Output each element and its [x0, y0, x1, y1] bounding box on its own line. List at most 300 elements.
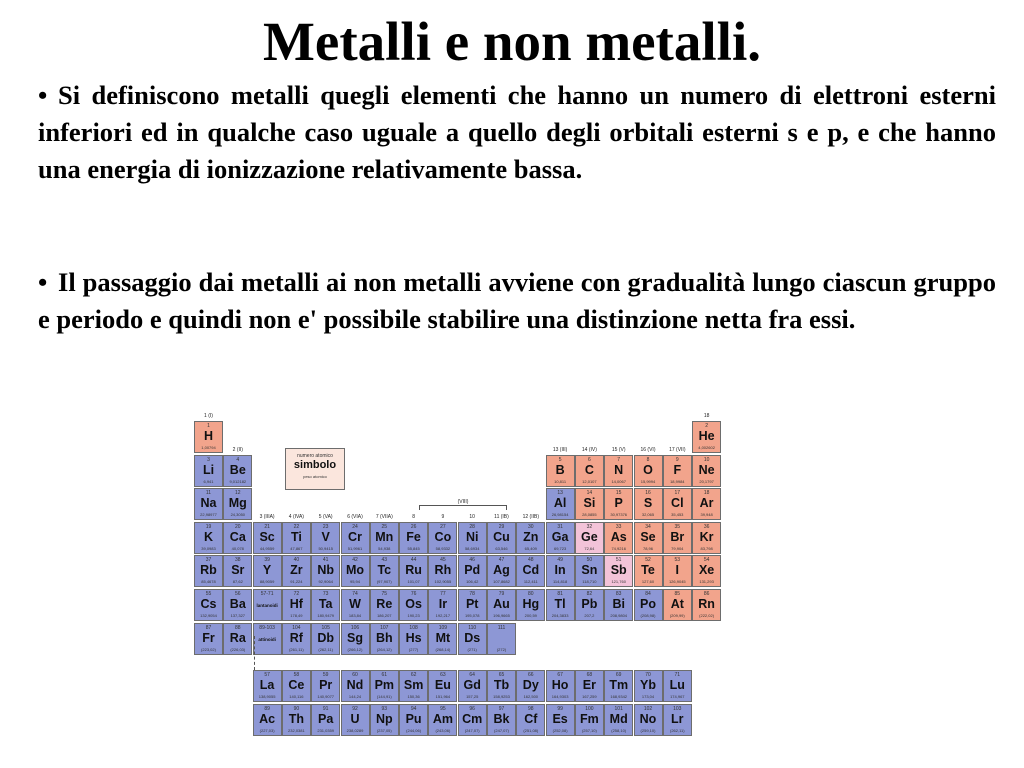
element-symbol: P: [614, 496, 623, 511]
element-symbol: Ag: [493, 563, 510, 578]
paragraph-text: Si definiscono metalli quegli elementi che hanno un numero di elettroni esterni inferiori ed in qualche caso uguale a quello degli orbitali esterni s e p, e che hanno una energia di ionizzazione relativamente bassa.: [38, 80, 996, 184]
atomic-number: 6: [588, 456, 591, 463]
atomic-number: 85: [674, 591, 681, 597]
element-symbol: Pd: [464, 563, 481, 578]
group-label-4: 4 (IVA): [288, 513, 304, 520]
element-symbol: Tb: [493, 678, 510, 692]
atomic-number: 76: [410, 591, 417, 597]
legend-symbol-label: simbolo: [293, 459, 337, 471]
atomic-weight: 4,002602: [698, 445, 715, 450]
atomic-weight: (226,03): [230, 646, 246, 652]
element-symbol: Er: [582, 678, 596, 692]
element-symbol: Br: [670, 529, 685, 544]
element-cell-ar: [692, 488, 721, 520]
atomic-weight: 151,964: [435, 694, 451, 699]
element-cell-nd: [341, 670, 370, 702]
element-symbol: Te: [641, 563, 655, 578]
atomic-number: 83: [615, 591, 622, 597]
group-label-15: 15 (V): [611, 446, 626, 453]
atomic-weight: 167,259: [582, 694, 597, 699]
element-symbol: Xe: [698, 563, 715, 578]
atomic-number: 35: [674, 523, 681, 530]
element-cell-li: [194, 455, 223, 487]
atomic-weight: 140,116: [289, 694, 304, 699]
atomic-number: 21: [264, 523, 270, 530]
element-symbol: Nd: [346, 678, 364, 692]
element-cell-au: [487, 589, 516, 621]
element-symbol: Ti: [290, 529, 302, 544]
element-symbol: F: [673, 462, 682, 477]
atomic-weight: 32,065: [641, 512, 655, 518]
atomic-number: 87: [205, 624, 212, 631]
element-symbol: Se: [640, 529, 656, 544]
element-cell-pr: [311, 670, 340, 702]
atomic-number: 72: [293, 591, 300, 597]
element-symbol: Tm: [609, 678, 629, 692]
element-cell-cr: [341, 522, 370, 554]
element-cell-lr: [663, 704, 692, 736]
element-symbol: Hg: [522, 597, 540, 611]
atomic-number: 10: [703, 456, 710, 463]
atomic-number: 7: [617, 456, 621, 463]
atomic-weight: 132,9054: [200, 613, 217, 618]
atomic-number: 97: [498, 705, 505, 712]
atomic-number: 68: [586, 672, 593, 678]
atomic-number: 36: [703, 523, 710, 530]
element-cell-ho: [546, 670, 575, 702]
element-cell-i: [663, 555, 692, 587]
atomic-weight: (258,10): [611, 727, 627, 733]
atomic-weight: 138,9055: [258, 694, 276, 699]
group-label-5: 5 (VA): [318, 513, 333, 520]
element-cell-bi: [604, 589, 633, 621]
atomic-number: 45: [440, 557, 446, 564]
element-cell-rh: [428, 555, 457, 587]
atomic-weight: 106,42: [466, 579, 479, 585]
element-symbol: Y: [262, 563, 272, 578]
element-cell-u: [341, 704, 370, 736]
element-cell-mt: [428, 623, 457, 655]
group-viii-bracket: [419, 499, 507, 513]
atomic-number: 64: [469, 672, 475, 678]
element-cell-ru: [399, 555, 428, 587]
element-cell-bh: [370, 623, 399, 655]
atomic-number: 57: [264, 672, 270, 678]
atomic-number: 37: [205, 557, 212, 564]
element-symbol: Eu: [434, 678, 451, 692]
element-symbol: He: [698, 429, 715, 443]
element-symbol: Li: [202, 462, 215, 477]
element-cell-hs: [399, 623, 428, 655]
element-cell-pb: [575, 589, 604, 621]
element-symbol: Rh: [434, 563, 452, 578]
atomic-weight: 51,9961: [347, 545, 363, 551]
atomic-number: 31: [557, 523, 563, 530]
atomic-number: 29: [498, 523, 505, 530]
atomic-number: 78: [469, 591, 475, 597]
atomic-weight: 162,500: [523, 694, 539, 699]
element-cell-k: [194, 522, 223, 554]
atomic-weight: (144,91): [376, 694, 392, 699]
element-symbol: C: [584, 462, 594, 477]
atomic-weight: 102,9055: [434, 579, 452, 585]
atomic-number: 73: [322, 591, 329, 597]
atomic-weight: 180,9479: [317, 613, 335, 618]
element-cell-ge: [575, 522, 604, 554]
bullet-icon: •: [38, 80, 48, 110]
element-cell-nb: [311, 555, 340, 587]
atomic-weight: 10,811: [554, 478, 567, 484]
element-cell-xe: [692, 555, 721, 587]
atomic-weight: (261,11): [289, 646, 304, 652]
atomic-weight: 150,36: [407, 694, 420, 699]
paragraph-gradual-transition: [38, 264, 996, 338]
element-cell-be: [223, 455, 252, 487]
element-cell-np: [370, 704, 399, 736]
atomic-weight: 186,207: [377, 613, 392, 618]
atomic-number: 27: [440, 523, 446, 530]
element-symbol: Yb: [640, 678, 656, 692]
element-symbol: Fm: [580, 711, 599, 726]
atomic-weight: 144,24: [348, 694, 362, 699]
element-symbol: Cd: [522, 563, 540, 578]
atomic-number: 25: [381, 523, 388, 530]
atomic-weight: 238,0289: [346, 727, 364, 733]
atomic-weight: (264,12): [376, 646, 392, 652]
atomic-number: 86: [703, 591, 710, 597]
atomic-number: 12: [235, 490, 241, 497]
f-block-connector-line: [254, 636, 255, 670]
atomic-number: 38: [235, 557, 241, 564]
group-label-2: 2 (II): [232, 446, 243, 453]
atomic-number: 50: [586, 557, 593, 564]
atomic-number: 54: [703, 557, 710, 564]
element-symbol: Hf: [289, 597, 303, 611]
element-symbol: Ho: [551, 678, 569, 692]
paragraph-text: Il passaggio dai metalli ai non metalli avviene con gradualità lungo ciascun gruppo e periodo e quindi non e' possibile stabilire una distinzione netta fra essi.: [38, 267, 996, 334]
atomic-number: 82: [586, 591, 593, 597]
element-symbol: Ne: [698, 462, 715, 477]
atomic-weight: 14,0067: [611, 478, 626, 484]
group-label-13: 13 (III): [552, 446, 568, 453]
element-symbol: Tc: [377, 563, 392, 578]
atomic-number: 99: [557, 705, 563, 712]
atomic-number: 11: [205, 490, 212, 497]
atomic-number: 104: [292, 624, 301, 631]
element-symbol: Ni: [465, 529, 479, 544]
atomic-weight: (271): [467, 646, 477, 652]
element-cell-sc: [253, 522, 282, 554]
element-symbol: Cm: [462, 711, 483, 726]
group-label-1: 1 (I): [204, 413, 213, 419]
atomic-weight: 92,9064: [318, 579, 333, 585]
element-cell-gd: [458, 670, 487, 702]
element-cell-lu: [663, 670, 692, 702]
element-cell-ti: [282, 522, 311, 554]
atomic-weight: (247,07): [464, 727, 480, 733]
atomic-number: 52: [645, 557, 651, 564]
group-label-17: 17 (VII): [669, 446, 686, 453]
element-cell-br: [663, 522, 692, 554]
atomic-weight: 6,941: [203, 478, 214, 484]
atomic-number: 53: [674, 557, 681, 564]
element-cell-mg: [223, 488, 252, 520]
atomic-number: 94: [410, 705, 417, 712]
atomic-weight: (209,99): [669, 613, 685, 618]
element-symbol: Th: [288, 711, 305, 726]
element-symbol: Db: [317, 630, 335, 645]
atomic-weight: 18,9984: [670, 478, 685, 484]
atomic-weight: 74,9216: [611, 545, 626, 551]
atomic-weight: 79,904: [671, 545, 684, 551]
atomic-weight: (259,10): [640, 727, 656, 733]
atomic-number: 18: [703, 490, 710, 497]
element-symbol: Si: [583, 496, 596, 511]
element-cell-fr: [194, 623, 223, 655]
atomic-weight: 208,9804: [610, 613, 628, 618]
atomic-weight: 200,59: [524, 613, 537, 618]
element-symbol: Pb: [581, 597, 598, 611]
element-cell-se: [634, 522, 663, 554]
element-cell-c: [575, 455, 604, 487]
atomic-weight: 118,710: [582, 579, 597, 585]
atomic-number: 65: [498, 672, 505, 678]
element-cell-ne: [692, 455, 721, 487]
atomic-number: 60: [352, 672, 358, 678]
atomic-number: 96: [469, 705, 475, 712]
element-cell-sn: [575, 555, 604, 587]
atomic-weight: 164,9303: [551, 694, 569, 699]
element-symbol: Mn: [375, 529, 394, 544]
atomic-weight: 178,49: [290, 613, 303, 618]
atomic-number: 67: [557, 672, 563, 678]
atomic-number: 66: [528, 672, 534, 678]
element-cell-fm: [575, 704, 604, 736]
element-cell-te: [634, 555, 663, 587]
element-cell-o: [634, 455, 663, 487]
element-symbol: Rn: [698, 597, 715, 611]
element-symbol: Au: [493, 597, 510, 611]
atomic-number: 91: [322, 705, 329, 712]
element-symbol: Mo: [345, 563, 365, 578]
atomic-number: 28: [469, 523, 475, 530]
atomic-number: 51: [615, 557, 622, 564]
element-symbol: W: [349, 597, 361, 611]
atomic-number: 42: [352, 557, 358, 564]
element-cell-tc: [370, 555, 399, 587]
atomic-weight: (247,07): [494, 727, 509, 733]
element-cell-cd: [516, 555, 545, 587]
element-symbol: In: [554, 563, 566, 578]
element-symbol: Np: [375, 711, 393, 726]
atomic-number: 22: [293, 523, 300, 530]
element-symbol: Fr: [202, 630, 215, 645]
element-symbol: Rf: [289, 630, 303, 645]
atomic-weight: (266,12): [347, 646, 363, 652]
element-symbol: Ar: [699, 496, 714, 511]
atomic-weight: 28,0855: [582, 512, 597, 518]
element-cell-ra: [223, 623, 252, 655]
atomic-number: 20: [235, 523, 241, 530]
atomic-weight: 47,867: [290, 545, 303, 551]
atomic-weight: 91,224: [290, 579, 303, 585]
element-symbol: Cf: [524, 711, 538, 726]
atomic-number: 9: [675, 456, 679, 463]
atomic-number: 102: [643, 705, 653, 712]
atomic-weight: 88,9059: [259, 579, 275, 585]
element-cell-fe: [399, 522, 428, 554]
atomic-weight: (208,98): [640, 613, 656, 618]
atomic-number: 103: [673, 705, 682, 712]
atomic-number-range: 89-103: [259, 624, 275, 631]
element-symbol: Ce: [288, 678, 305, 692]
atomic-weight: 101,07: [407, 579, 420, 585]
atomic-number: 19: [205, 523, 212, 530]
atomic-weight: 140,9077: [317, 694, 335, 699]
element-symbol: Ca: [229, 529, 246, 544]
atomic-number: 93: [381, 705, 388, 712]
paragraph-metals-definition: [38, 77, 996, 188]
element-symbol: Be: [229, 462, 246, 477]
atomic-number: 49: [557, 557, 563, 564]
atomic-weight: 207,2: [584, 613, 595, 618]
atomic-number: 75: [381, 591, 388, 597]
element-cell-hg: [516, 589, 545, 621]
atomic-number: 15: [615, 490, 622, 497]
atomic-number-range: 57-71: [260, 591, 274, 597]
element-symbol: Ge: [581, 529, 598, 544]
element-cell-y: [253, 555, 282, 587]
atomic-weight: (243,06): [435, 727, 451, 733]
atomic-number: 55: [205, 591, 212, 597]
element-symbol: Cs: [200, 597, 217, 611]
atomic-number: 61: [381, 672, 388, 678]
atomic-number: 24: [352, 523, 358, 530]
atomic-weight: 65,409: [524, 545, 537, 551]
atomic-weight: 195,078: [464, 613, 480, 618]
element-symbol: Cl: [671, 496, 684, 511]
atomic-weight: 20,1797: [699, 478, 714, 484]
atomic-weight: 231,0359: [317, 727, 335, 733]
element-symbol: Tl: [554, 597, 566, 611]
element-cell-ca: [223, 522, 252, 554]
atomic-weight: (237,05): [376, 727, 392, 733]
element-symbol: Sb: [610, 563, 627, 578]
slide-title: Metalli e non metalli.: [263, 11, 761, 72]
atomic-weight: 168,9342: [610, 694, 628, 699]
atomic-number: 84: [645, 591, 651, 597]
atomic-weight: 127,60: [641, 579, 655, 585]
element-cell-ba: [223, 589, 252, 621]
group-label-6: 6 (VIA): [347, 513, 363, 520]
atomic-number: 41: [322, 557, 329, 564]
atomic-number: 3: [207, 456, 210, 463]
atomic-number: 90: [293, 705, 300, 712]
element-symbol: V: [321, 529, 330, 544]
legend-atomic-weight-label: peso atomico: [303, 474, 327, 479]
element-cell-rf: [282, 623, 311, 655]
element-cell-cs: [194, 589, 223, 621]
series-label: attinoidi: [258, 636, 276, 642]
element-symbol: La: [259, 678, 275, 692]
element-cell-rn: [692, 589, 721, 621]
atomic-number: 79: [498, 591, 505, 597]
atomic-weight: 55,845: [407, 545, 420, 551]
element-cell-pt: [458, 589, 487, 621]
element-cell-ag: [487, 555, 516, 587]
element-symbol: U: [350, 711, 360, 726]
element-cell-md: [604, 704, 633, 736]
atomic-weight: 114,818: [553, 579, 568, 585]
element-cell-th: [282, 704, 311, 736]
element-symbol: Sr: [231, 563, 245, 578]
element-cell-zn: [516, 522, 545, 554]
element-symbol: Nb: [317, 563, 335, 578]
atomic-weight: 9,012182: [229, 478, 247, 484]
element-symbol: Pr: [319, 678, 333, 692]
element-symbol: Ds: [464, 630, 481, 645]
element-symbol: Pa: [318, 711, 334, 726]
bullet-icon: •: [38, 267, 48, 297]
element-symbol: Mg: [228, 496, 247, 511]
element-symbol: As: [610, 529, 627, 544]
group-label-8: 8: [412, 513, 415, 520]
element-symbol: Kr: [699, 529, 714, 544]
element-symbol: Dy: [522, 678, 539, 692]
element-symbol: Cu: [493, 529, 510, 544]
element-cell-ir: [428, 589, 457, 621]
atomic-weight: (252,08): [552, 727, 568, 733]
atomic-weight: 22,98977: [200, 512, 217, 518]
element-cell-tl: [546, 589, 575, 621]
atomic-number: 62: [410, 672, 417, 678]
element-symbol: Cr: [348, 529, 362, 544]
atomic-number: 81: [557, 591, 563, 597]
element-symbol: Ir: [438, 597, 448, 611]
atomic-number: 109: [438, 624, 448, 631]
atomic-weight: 158,9253: [493, 694, 510, 699]
atomic-weight: (268,14): [435, 646, 451, 652]
element-symbol: O: [643, 462, 653, 477]
atomic-number: 44: [410, 557, 417, 564]
element-symbol: Sg: [347, 630, 363, 645]
atomic-weight: 95,94: [349, 579, 360, 585]
atomic-weight: (272): [496, 646, 507, 652]
group-label-12: 12 (IIB): [522, 513, 539, 520]
atomic-weight: 30,97376: [610, 512, 628, 518]
atomic-weight: 183,84: [348, 613, 362, 618]
element-symbol: Sm: [403, 678, 424, 692]
element-symbol: Es: [552, 711, 568, 726]
atomic-weight: 232,0381: [288, 727, 305, 733]
atomic-number: 71: [674, 672, 681, 678]
element-symbol: S: [643, 496, 653, 511]
element-symbol: Re: [376, 597, 393, 611]
atomic-weight: 121,760: [611, 579, 626, 585]
element-cell-sb: [604, 555, 633, 587]
atomic-number: 74: [352, 591, 358, 597]
atomic-number: 8: [646, 456, 650, 463]
atomic-number: 89: [264, 705, 270, 712]
element-cell-n: [604, 455, 633, 487]
atomic-weight: 190,23: [407, 613, 420, 618]
element-cell-s: [634, 488, 663, 520]
group-label-10: 10: [469, 513, 475, 520]
atomic-weight: 44,9559: [259, 545, 275, 551]
element-cell-er: [575, 670, 604, 702]
element-cell-ce: [282, 670, 311, 702]
element-cell-pm: [370, 670, 399, 702]
